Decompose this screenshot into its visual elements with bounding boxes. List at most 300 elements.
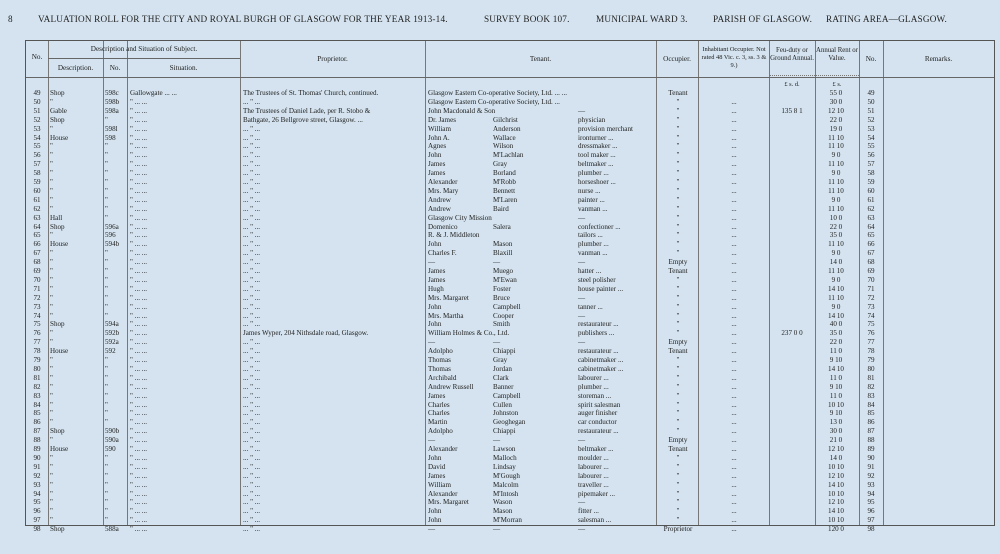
cell-occ: " [676, 186, 680, 195]
cell-sit: " ... ... [130, 284, 148, 293]
cell-rent: 14 0 [829, 258, 843, 267]
cell-sit: " ... ... [130, 356, 148, 364]
cell-desc: " [50, 471, 53, 480]
cell-desc: " [50, 160, 53, 169]
table-row [26, 490, 994, 498]
cell-t1: Thomas [428, 356, 451, 364]
cell-prop: ... " ... [243, 525, 261, 534]
cell-t2: M'Intosh [493, 489, 519, 498]
cell-num: " [105, 186, 108, 195]
cell-t3: horseshoer ... [578, 178, 616, 186]
cell-t3: vanman ... [578, 249, 608, 258]
cell-desc: Hall [50, 213, 63, 222]
cell-occ: " [676, 213, 680, 222]
cell-inh: ... [731, 480, 737, 489]
cell-prop: ... " ... [243, 400, 261, 409]
cell-no: 61 [33, 195, 41, 204]
cell-inh: ... [731, 151, 737, 160]
cell-no2: 69 [867, 267, 875, 275]
table-row [26, 240, 994, 248]
cell-num: " [105, 516, 108, 525]
cell-inh: ... [731, 97, 737, 106]
cell-t3: fitter ... [578, 507, 599, 516]
cell-rent: 11 0 [829, 347, 843, 356]
cell-inh: ... [731, 178, 737, 186]
cell-t3: spirit salesman [578, 400, 621, 409]
cell-t3: — [578, 258, 586, 267]
cell-num: " [105, 258, 108, 267]
cell-inh: ... [731, 338, 737, 347]
cell-no: 58 [33, 169, 41, 178]
cell-inh: ... [731, 364, 737, 373]
cell-no: 70 [33, 275, 41, 284]
cell-rent: 22 0 [829, 222, 843, 231]
cell-sit: Gallowgate ... ... [130, 89, 177, 97]
cell-rent: 12 10 [828, 445, 844, 453]
cell-num: " [105, 462, 108, 471]
cell-t3: — [578, 498, 586, 507]
cell-desc: " [50, 329, 53, 338]
cell-desc: " [50, 258, 53, 267]
cell-t1: Thomas [428, 364, 451, 373]
table-row [26, 383, 994, 391]
cell-rent: 35 0 [829, 329, 843, 338]
cell-t3: traveller ... [578, 480, 609, 489]
cell-no2: 89 [867, 445, 875, 453]
cell-occ: " [676, 249, 680, 258]
cell-prop: ... " ... [243, 311, 261, 320]
cell-no2: 73 [867, 302, 875, 311]
cell-desc: " [50, 400, 53, 409]
cell-occ: Tenant [668, 267, 688, 275]
valuation-table [25, 40, 995, 534]
table-row [26, 285, 994, 293]
cell-desc: " [50, 311, 53, 320]
cell-no: 77 [33, 338, 41, 347]
cell-inh: ... [731, 347, 737, 356]
cell-sit: " ... ... [130, 364, 148, 373]
cell-prop: ... " ... [243, 169, 261, 178]
cell-t2: Blaxill [493, 249, 513, 258]
cell-sit: " ... ... [130, 445, 148, 453]
cell-occ: " [676, 453, 680, 462]
table-row [26, 134, 994, 142]
cell-num: 598c [105, 89, 119, 97]
cell-prop: ... " ... [243, 453, 261, 462]
cell-no2: 94 [867, 489, 875, 498]
table-row [26, 169, 994, 177]
cell-t2: Geoghegan [493, 418, 526, 427]
cell-prop: ... " ... [243, 222, 261, 231]
cell-no2: 72 [867, 293, 875, 302]
table-row [26, 303, 994, 311]
table-row [26, 498, 994, 506]
cell-t3: hatter ... [578, 267, 602, 275]
cell-t2: M'Robb [493, 178, 516, 186]
cell-no: 60 [33, 186, 41, 195]
cell-occ: " [676, 275, 680, 284]
cell-t1: John [428, 507, 442, 516]
cell-occ: " [676, 391, 680, 400]
cell-prop: ... " ... [243, 204, 261, 213]
cell-inh: ... [731, 284, 737, 293]
cell-num: " [105, 373, 108, 382]
cell-inh: ... [731, 311, 737, 320]
cell-t3: tool maker ... [578, 151, 616, 160]
table-row [26, 427, 994, 435]
col-inhabitant: Inhabitant Occupier. Not rated 48 Vic. c. 3, ss. 3 & 9.) [701, 46, 767, 69]
cell-num: 594b [105, 240, 120, 249]
cell-t2: Wason [493, 498, 513, 507]
cell-desc: Shop [50, 320, 65, 329]
cell-inh: ... [731, 293, 737, 302]
cell-no: 74 [33, 311, 41, 320]
cell-desc: Shop [50, 525, 65, 534]
cell-occ: " [676, 462, 680, 471]
cell-desc: " [50, 453, 53, 462]
cell-occ: Empty [668, 338, 688, 347]
cell-no2: 58 [867, 169, 875, 178]
cell-desc: " [50, 480, 53, 489]
cell-t2: Gilchrist [493, 115, 518, 124]
cell-num: " [105, 489, 108, 498]
cell-no2: 49 [867, 89, 875, 97]
cell-prop: The Trustees of St. Thomas' Church, continued. [243, 89, 379, 97]
cell-no: 54 [33, 133, 41, 142]
cell-num: " [105, 293, 108, 302]
cell-num: " [105, 178, 108, 186]
cell-t3: labourer ... [578, 471, 609, 480]
cell-rent: 30 0 [829, 427, 843, 436]
cell-prop: ... " ... [243, 142, 261, 151]
cell-num: " [105, 507, 108, 516]
cell-rent: 9 10 [829, 409, 843, 418]
cell-prop: ... " ... [243, 427, 261, 436]
cell-occ: " [676, 204, 680, 213]
cell-no2: 84 [867, 400, 875, 409]
cell-num: " [105, 382, 108, 391]
cell-desc: House [50, 133, 69, 142]
cell-sit: " ... ... [130, 124, 148, 133]
cell-inh: ... [731, 160, 737, 169]
cell-t3: provision merchant [578, 124, 633, 133]
cell-no2: 71 [867, 284, 875, 293]
cell-rent: 11 10 [828, 240, 844, 249]
table-row [26, 463, 994, 471]
cell-rent: 21 0 [829, 436, 843, 445]
cell-sit: " ... ... [130, 178, 148, 186]
cell-no2: 64 [867, 222, 875, 231]
table-row [26, 116, 994, 124]
cell-sit: " ... ... [130, 302, 148, 311]
cell-t3: plumber ... [578, 382, 609, 391]
cell-rent: 11 0 [829, 373, 843, 382]
cell-occ: Tenant [668, 347, 688, 356]
table-row [26, 89, 994, 97]
cell-no2: 70 [867, 275, 875, 284]
col-remarks: Remarks. [924, 55, 953, 63]
col-annual-rent: Annual Rent or Value. [816, 47, 858, 62]
cell-no2: 53 [867, 124, 875, 133]
table-row [26, 178, 994, 186]
cell-t3: confectioner ... [578, 222, 621, 231]
cell-desc: " [50, 507, 53, 516]
cell-no2: 98 [867, 525, 875, 534]
cell-no2: 93 [867, 480, 875, 489]
cell-no: 78 [33, 347, 41, 356]
table-row [26, 356, 994, 364]
cell-rent: 9 0 [831, 195, 841, 204]
cell-no2: 95 [867, 498, 875, 507]
cell-prop: ... " ... [243, 133, 261, 142]
cell-t2: — [493, 338, 501, 347]
cell-sit: " ... ... [130, 106, 148, 115]
cell-t2: Bennett [493, 186, 516, 195]
col-no: No. [31, 53, 43, 61]
table-row [26, 187, 994, 195]
cell-num: " [105, 267, 108, 275]
cell-occ: " [676, 142, 680, 151]
cell-t1: John [428, 151, 442, 160]
cell-t3: publishers ... [578, 329, 615, 338]
table-row [26, 294, 994, 302]
table-row [26, 231, 994, 239]
cell-t3: car conductor [578, 418, 617, 427]
cell-num: 592 [105, 347, 116, 356]
cell-rent: 12 10 [828, 471, 844, 480]
cell-desc: House [50, 240, 69, 249]
cell-desc: " [50, 267, 53, 275]
cell-feu: 237 0 0 [781, 329, 803, 338]
cell-t2: Anderson [493, 124, 521, 133]
cell-inh: ... [731, 400, 737, 409]
table-row [26, 107, 994, 115]
cell-inh: ... [731, 445, 737, 453]
cell-no: 68 [33, 258, 41, 267]
cell-t2: Baird [493, 204, 509, 213]
table-row [26, 507, 994, 515]
cell-occ: " [676, 124, 680, 133]
cell-prop: ... " ... [243, 267, 261, 275]
cell-t1: Alexander [428, 445, 458, 453]
cell-no2: 86 [867, 418, 875, 427]
cell-num: " [105, 115, 108, 124]
cell-t1: Mrs. Mary [428, 186, 459, 195]
cell-sit: " ... ... [130, 507, 148, 516]
cell-prop: ... " ... [243, 347, 261, 356]
rating-area: RATING AREA—GLASGOW. [826, 14, 948, 24]
cell-desc: " [50, 409, 53, 418]
cell-prop: ... " ... [243, 391, 261, 400]
cell-no2: 76 [867, 329, 875, 338]
table-row [26, 436, 994, 444]
cell-t1: R. & J. Middleton [428, 231, 480, 240]
cell-t3: salesman ... [578, 516, 612, 525]
cell-prop: ... " ... [243, 258, 261, 267]
cell-no: 88 [33, 436, 41, 445]
cell-prop: ... " ... [243, 240, 261, 249]
cell-no2: 67 [867, 249, 875, 258]
cell-inh: ... [731, 489, 737, 498]
cell-occ: " [676, 178, 680, 186]
cell-rent: 10 10 [828, 400, 844, 409]
cell-desc: " [50, 382, 53, 391]
cell-prop: ... " ... [243, 293, 261, 302]
cell-t2: M'Gough [493, 471, 520, 480]
cell-t1: Charles [428, 400, 450, 409]
cell-num: " [105, 400, 108, 409]
cell-no2: 96 [867, 507, 875, 516]
cell-no2: 75 [867, 320, 875, 329]
cell-occ: " [676, 284, 680, 293]
table-row [26, 409, 994, 417]
cell-sit: " ... ... [130, 169, 148, 178]
cell-inh: ... [731, 222, 737, 231]
cell-sit: " ... ... [130, 409, 148, 418]
table-row [26, 401, 994, 409]
cell-num: " [105, 471, 108, 480]
cell-sit: " ... ... [130, 525, 148, 534]
cell-occ: " [676, 329, 680, 338]
cell-occ: " [676, 409, 680, 418]
cell-sit: " ... ... [130, 516, 148, 525]
col-situation: Situation. [169, 64, 198, 72]
cell-rent: 14 10 [828, 364, 844, 373]
cell-t2: Gray [493, 160, 508, 169]
cell-t3: ironturner ... [578, 133, 614, 142]
cell-sit: " ... ... [130, 489, 148, 498]
cell-t2: Banner [493, 382, 514, 391]
cell-occ: " [676, 169, 680, 178]
cell-t2: Lawson [493, 445, 516, 453]
table-row [26, 205, 994, 213]
cell-no2: 81 [867, 373, 875, 382]
table-row [26, 454, 994, 462]
cell-prop: ... " ... [243, 507, 261, 516]
cell-occ: Empty [668, 436, 688, 445]
cell-occ: " [676, 222, 680, 231]
cell-t2: Gray [493, 356, 508, 364]
cell-t2: Smith [493, 320, 510, 329]
cell-t3: cabinetmaker ... [578, 356, 624, 364]
cell-no2: 88 [867, 436, 875, 445]
cell-t3: plumber ... [578, 169, 609, 178]
feu-units: £ s. d. [784, 81, 800, 88]
table-row [26, 125, 994, 133]
cell-sit: " ... ... [130, 427, 148, 436]
cell-desc: " [50, 151, 53, 160]
cell-t2: Malcolm [493, 480, 519, 489]
cell-inh: ... [731, 320, 737, 329]
cell-rent: 11 10 [828, 204, 844, 213]
cell-no: 83 [33, 391, 41, 400]
table-row [26, 481, 994, 489]
cell-no2: 56 [867, 151, 875, 160]
cell-prop: ... " ... [243, 373, 261, 382]
cell-rent: 40 0 [829, 320, 843, 329]
cell-no2: 85 [867, 409, 875, 418]
cell-no: 69 [33, 267, 41, 275]
cell-inh: ... [731, 115, 737, 124]
cell-inh: ... [731, 525, 737, 534]
annual-units: £ s. [832, 81, 842, 88]
cell-num: " [105, 498, 108, 507]
cell-occ: " [676, 489, 680, 498]
cell-occ: " [676, 231, 680, 240]
cell-no2: 82 [867, 382, 875, 391]
cell-inh: ... [731, 356, 737, 364]
cell-occ: " [676, 302, 680, 311]
cell-sit: " ... ... [130, 382, 148, 391]
cell-t1: — [428, 258, 436, 267]
cell-desc: " [50, 302, 53, 311]
cell-rent: 10 0 [829, 213, 843, 222]
cell-t1: John [428, 516, 442, 525]
cell-occ: " [676, 133, 680, 142]
table-row [26, 418, 994, 426]
cell-desc: " [50, 436, 53, 445]
cell-sit: " ... ... [130, 400, 148, 409]
cell-inh: ... [731, 204, 737, 213]
cell-t3: moulder ... [578, 453, 609, 462]
cell-desc: House [50, 347, 69, 356]
cell-num: " [105, 213, 108, 222]
cell-t3: beltmaker ... [578, 160, 614, 169]
cell-rent: 9 0 [831, 249, 841, 258]
cell-inh: ... [731, 391, 737, 400]
cell-t1: Alexander [428, 489, 458, 498]
cell-t1: William [428, 480, 451, 489]
cell-no2: 60 [867, 186, 875, 195]
cell-prop: ... " ... [243, 302, 261, 311]
table-row [26, 214, 994, 222]
cell-t2: — [493, 258, 501, 267]
cell-t2: Campbell [493, 391, 521, 400]
cell-t1: John [428, 240, 442, 249]
cell-sit: " ... ... [130, 213, 148, 222]
cell-prop: The Trustees of Daniel Lade, per R. Stobo & [243, 106, 371, 115]
cell-sit: " ... ... [130, 115, 148, 124]
cell-t2: Foster [493, 284, 511, 293]
cell-no2: 77 [867, 338, 875, 347]
cell-t1: Glasgow City Mission [428, 213, 492, 222]
cell-num: " [105, 364, 108, 373]
cell-t2: — [493, 436, 501, 445]
cell-t3: — [578, 338, 586, 347]
cell-no: 65 [33, 231, 41, 240]
cell-t2: Salera [493, 222, 511, 231]
cell-inh: ... [731, 462, 737, 471]
cell-sit: " ... ... [130, 347, 148, 356]
cell-t3: labourer ... [578, 373, 609, 382]
cell-prop: Bathgate, 26 Bellgrove street, Glasgow. ... [243, 115, 363, 124]
cell-rent: 9 0 [831, 169, 841, 178]
cell-no: 49 [33, 89, 41, 97]
cell-no: 89 [33, 445, 41, 453]
cell-sit: " ... ... [130, 436, 148, 445]
cell-rent: 11 10 [828, 178, 844, 186]
cell-t3: physician [578, 115, 606, 124]
cell-sit: " ... ... [130, 97, 148, 106]
cell-desc: " [50, 204, 53, 213]
cell-sit: " ... ... [130, 267, 148, 275]
cell-no: 80 [33, 364, 41, 373]
cell-no: 55 [33, 142, 41, 151]
cell-desc: " [50, 516, 53, 525]
cell-num: 598l [105, 124, 118, 133]
roll-title: VALUATION ROLL FOR THE CITY AND ROYAL BURGH OF GLASGOW FOR THE YEAR 1913-14. [38, 14, 448, 24]
cell-rent: 10 10 [828, 462, 844, 471]
